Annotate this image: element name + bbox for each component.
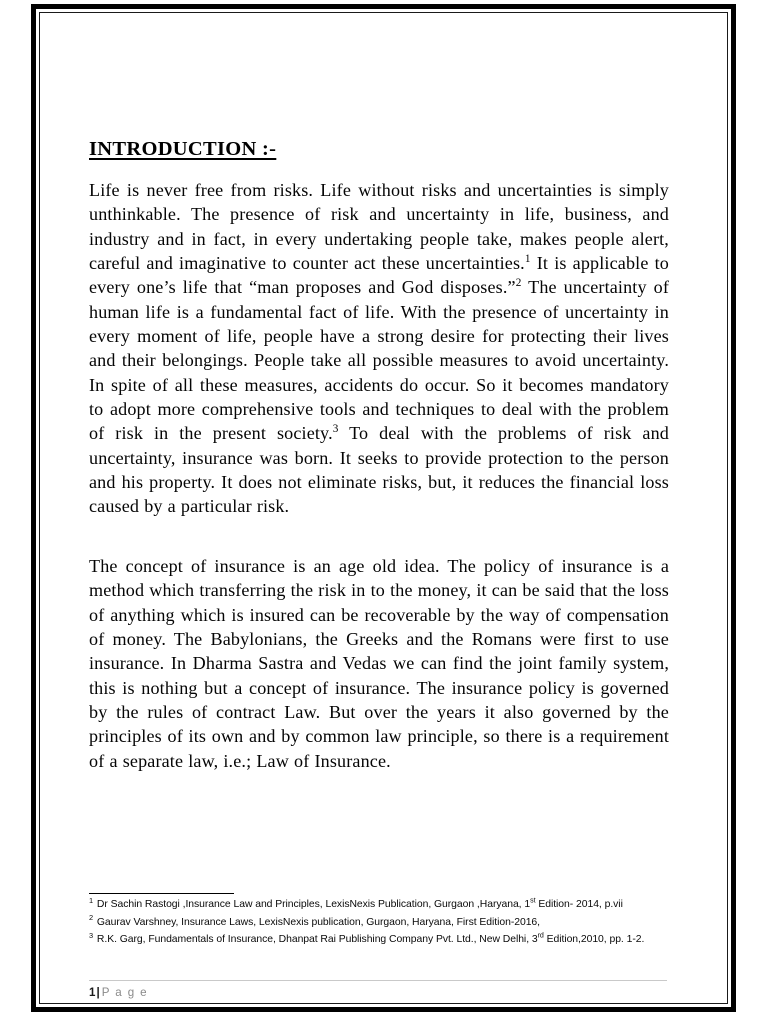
ordinal-suffix: rd — [537, 932, 544, 940]
page-content — [89, 0, 669, 1024]
ordinal-suffix: st — [530, 897, 536, 905]
footnote-marker: 3 — [89, 930, 94, 940]
footnote-entry: $^1$ Dr Sachin Rastogi ,Insurance Law and Principles, LexisNexis Publication, Gurgaon ,Haryana, 1st Edition- 2014, p.vii — [89, 895, 623, 910]
paragraph-introduction: Life is never free from risks. Life without risks and uncertainties is simply unthinkable. The presence of risk and uncertainty in life, business, and industry and in fact, in every undertaking people take, makes people alert, careful and imaginative to counter act these uncertainties.$^1$ It is applicable to every one’s life that “man proposes and God disposes.”$^2$ The uncertainty of human life is a fundamental fact of life. With the presence of uncertainty in every moment of life, people have a strong desire for protecting their lives and their belongings. People take all possible measures to avoid uncertainty. In spite of all these measures, accidents do occur. So it becomes mandatory to adopt more comprehensive tools and techniques to deal with the problem of risk in the present society.$^3$ To deal with the problems of risk and uncertainty, insurance was born. It seeks to provide protection to the person and his property. It does not eliminate risks, but, it reduces the financial loss caused by a particular risk. — [89, 180, 669, 517]
footer-separator-glyph: | — [96, 986, 100, 999]
footnote-entry: $^2$ Gaurav Varshney, Insurance Laws, LexisNexis publication, Gurgaon, Haryana, First Edition-2016, — [89, 913, 540, 928]
footer-page-number: 1 — [89, 986, 96, 999]
footnotes-section — [89, 893, 669, 951]
body-text-block — [89, 178, 669, 773]
footnote-reference[interactable]: 2 — [515, 277, 522, 290]
footnote-list — [89, 895, 669, 948]
footnote-reference[interactable]: 1 — [524, 253, 531, 265]
footnote-marker: 2 — [89, 913, 94, 923]
footnote-marker: 1 — [89, 895, 94, 905]
page-footer — [89, 980, 667, 1000]
footer-page-indicator — [89, 986, 667, 1000]
footnote-separator-rule — [89, 893, 234, 894]
page-title: INTRODUCTION :- — [89, 138, 277, 160]
footer-separator-rule — [89, 980, 667, 981]
paragraph-concept-of-insurance: The concept of insurance is an age old idea. The policy of insurance is a method which transferring the risk in to the money, it can be said that the loss of anything which is insured can be recoverable by the way of compensation of money. The Babylonians, the Greeks and the Romans were first to use insurance. In Dharma Sastra and Vedas we can find the joint family system, this is nothing but a concept of insurance. The insurance policy is governed by the rules of contract Law. But over the years it also governed by the principles of its own and by common law principle, so there is a requirement of a separate law, i.e.; Law of Insurance. — [89, 555, 669, 771]
footnote-entry: $^3$ R.K. Garg, Fundamentals of Insurance, Dhanpat Rai Publishing Company Pvt. Ltd., New Delhi, 3rd Edition,2010, pp. 1-2. — [89, 930, 645, 946]
footer-page-label: P a g e — [101, 986, 149, 999]
footnote-reference[interactable]: 3 — [332, 423, 339, 436]
